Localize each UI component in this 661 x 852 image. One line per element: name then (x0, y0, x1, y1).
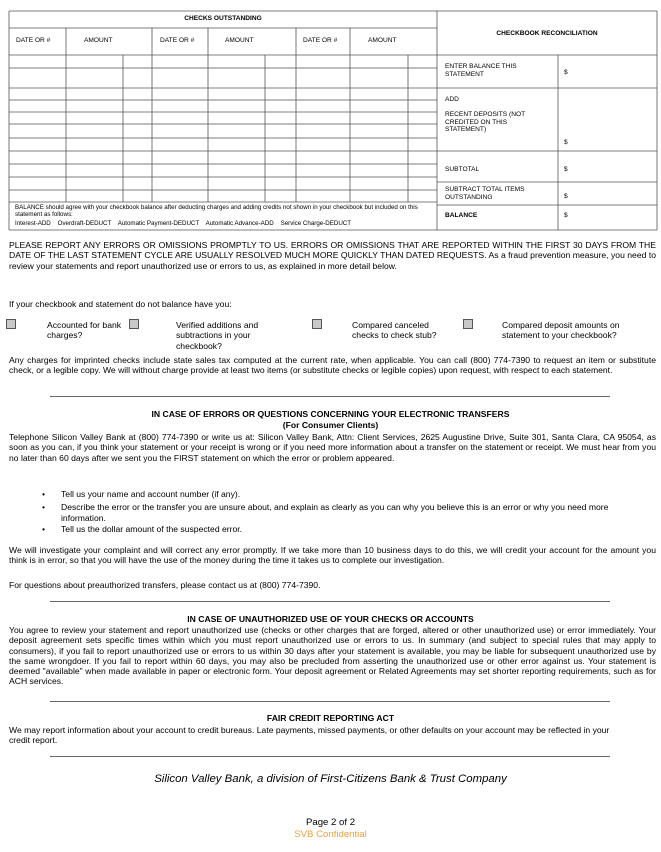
subtract-total-label: SUBTRACT TOTAL ITEMS OUTSTANDING (445, 186, 525, 201)
balance-amount: $ (564, 212, 568, 219)
page-number: Page 2 of 2 (305, 817, 356, 828)
enter-balance-amount: $ (564, 69, 568, 76)
col-date-1: DATE OR # (16, 37, 51, 44)
checklist-item-deposit-amounts: Compared deposit amounts on statement to your checkbook? (502, 320, 620, 341)
balance-label: BALANCE (445, 212, 478, 219)
col-date-2: DATE OR # (160, 37, 195, 44)
checkbox-verified-additions[interactable] (129, 319, 139, 329)
unauthorized-use-body: You agree to review your statement and report unauthorized use (checks or other charges that are forged, altered or other unauthorized use) or error immediately. Your deposit agreement sets specific times within which you must report unauthorized use or errors to us. In summary (and subject to special rules that may apply to consumers), if you fail to report unauthorized use or errors to us within 30 days after your statement is available, you may be liable for subsequent unauthorized use by the same wrongdoer. If you fail to report within 60 days, you may also be precluded from asserting the unauthorized use or other error against us. Your statement is deemed "available" when made available in paper or electronic form. Your deposit agreement or Related Agreements may set shorter reporting requirements, such as for ACH services. (9, 625, 656, 687)
confidential-label: SVB Confidential (294, 829, 367, 840)
reconciliation-title: CHECKBOOK RECONCILIATION (496, 30, 598, 37)
recent-deposits-label: RECENT DEPOSITS (NOT CREDITED ON THIS STATEMENT) (445, 111, 525, 134)
checklist-item-bank-charges: Accounted for bank charges? (47, 320, 122, 341)
divider (50, 756, 610, 757)
electronic-transfers-body: Telephone Silicon Valley Bank at (800) 774-7390 or write us at: Silicon Valley Bank, Attn: Client Services, 2625 Augustine Drive, Suite 301, Santa Clara, CA 95054, as soon as you can, if you think your statement or your receipt is wrong or if you need more information about a transfer on the statement or receipt. We must hear from you no later than 60 days after we sent you the FIRST statement on which the error or problem appeared. (9, 432, 656, 463)
fair-credit-body: We may report information about your account to credit bureaus. Late payments, missed payments, or other defaults on your account may be reflected in your credit report. (9, 725, 610, 746)
col-amount-2: AMOUNT (225, 37, 254, 44)
checklist-item-verified-additions: Verified additions and subtractions in your checkbook? (176, 320, 259, 351)
divider (50, 701, 610, 702)
list-item: • Tell us your name and account number (if any). (38, 489, 638, 499)
balance-note: BALANCE should agree with your checkbook balance after deducting charges and adding credits not shown in your checkbook but included on this statement as follows: (15, 204, 418, 219)
subtotal-label: SUBTOTAL (445, 166, 480, 173)
bank-name-footer: Silicon Valley Bank, a division of First-Citizens Bank & Trust Company (154, 773, 507, 785)
divider (50, 396, 610, 397)
col-amount-3: AMOUNT (368, 37, 397, 44)
checkbox-deposit-amounts[interactable] (463, 319, 473, 329)
checkbox-canceled-checks[interactable] (312, 319, 322, 329)
report-errors-caps: PLEASE REPORT ANY ERRORS OR OMISSIONS PROMPTLY TO US. ERRORS OR OMISSIONS THAT ARE REPORTED WITHIN THE FIRST 30 DAYS FROM THE DATE OF THE LAST STATEMENT CYCLE ARE USUALLY RESOLVED MUCH MORE QUICKLY THAN DATED REQUESTS. (9, 240, 656, 261)
col-amount-1: AMOUNT (84, 37, 113, 44)
list-item: • Describe the error or the transfer you are unsure about, and explain as clearly as you can why you believe this is an error or why you need more information. (38, 502, 638, 523)
adjustment-legend: Interest-ADD Overdraft-DEDUCT Automatic Payment-DEDUCT Automatic Advance-ADD Service Charge-DEDUCT (15, 220, 352, 227)
investigation-paragraph: We will investigate your complaint and will correct any error promptly. If we take more than 10 business days to do this, we will credit your account for the amount you think is in error, so that you will have the use of the money during the time it takes us to complete our investigation. (9, 545, 656, 566)
electronic-transfers-subheading: (For Consumer Clients) (282, 420, 379, 430)
enter-balance-label: ENTER BALANCE THIS STATEMENT (445, 63, 517, 78)
fair-credit-heading: FAIR CREDIT REPORTING ACT (266, 713, 395, 723)
electronic-transfers-heading: IN CASE OF ERRORS OR QUESTIONS CONCERNING YOUR ELECTRONIC TRANSFERS (151, 409, 510, 419)
report-errors-paragraph (9, 240, 656, 271)
preauthorized-transfers-note: For questions about preauthorized transfers, please contact us at (800) 774-7390. (9, 580, 321, 590)
list-item: • Tell us the dollar amount of the suspected error. (38, 524, 638, 534)
electronic-transfers-list (38, 489, 638, 534)
checkbox-bank-charges[interactable] (6, 319, 16, 329)
report-errors-tail: As a fraud prevention measure, you need to review your statements and report unauthorized use or errors to us, as explained in more detail below. (9, 250, 656, 271)
imprinted-checks-paragraph: Any charges for imprinted checks include state sales tax computed at the current rate, when applicable. You can call (800) 774-7390 to request an item or substitute check, or a legible copy. We will without charge provide at least two items (or substitute checks or legible copies) upon request, with respect to each statement. (9, 355, 656, 376)
subtract-total-amount: $ (564, 193, 568, 200)
add-label: ADD (445, 96, 459, 103)
unauthorized-use-heading: IN CASE OF UNAUTHORIZED USE OF YOUR CHECKS OR ACCOUNTS (187, 614, 474, 624)
subtotal-amount: $ (564, 166, 568, 173)
checklist-item-canceled-checks: Compared canceled checks to check stub? (352, 320, 437, 341)
checklist-intro: If your checkbook and statement do not balance have you: (9, 299, 232, 309)
col-date-3: DATE OR # (303, 37, 338, 44)
divider (50, 601, 610, 602)
deposits-amount: $ (564, 139, 568, 146)
checks-outstanding-title: CHECKS OUTSTANDING (184, 15, 262, 22)
